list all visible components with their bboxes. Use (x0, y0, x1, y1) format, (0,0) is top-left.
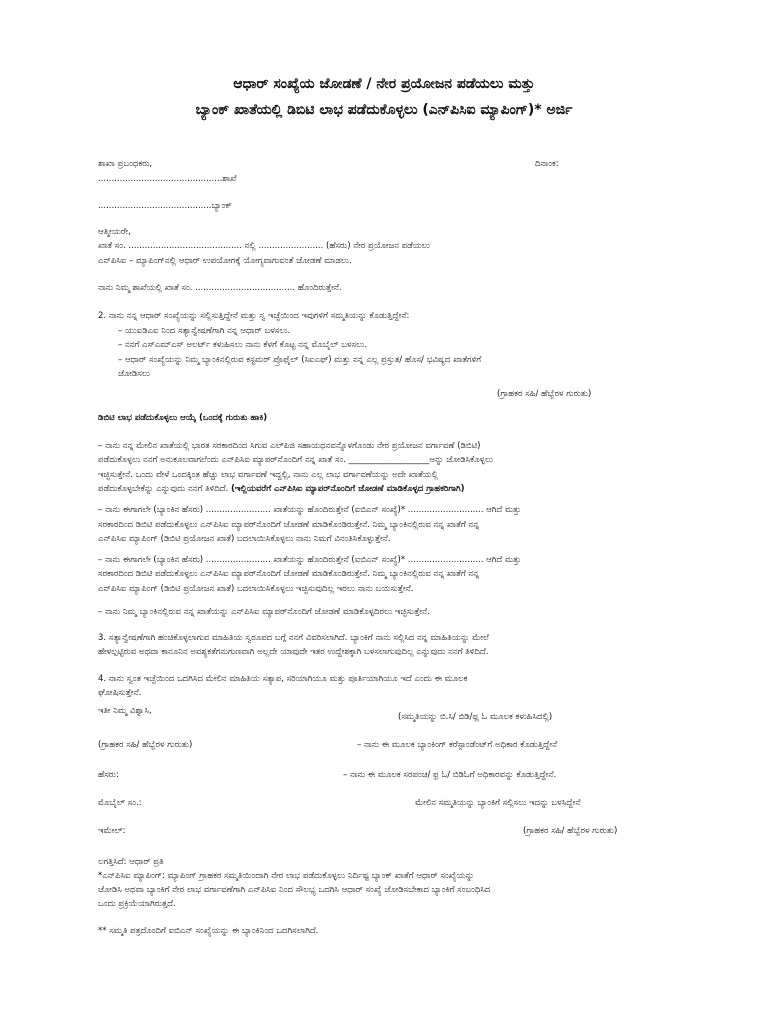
sarpanch-authorization: – ನಾನು ಈ ಮೂಲಕ ಸರಪಂಚ/ ಫ್ರ ಓ/ ಬಿಡಿಓಗೆ ಅಧಿಕಾರವನ್ನು ಕೊಡುತ್ತಿದ್ದೇನೆ. (343, 770, 557, 780)
consent-bullet: – ಯುಐಡಿಎಐ ನಿಂದ ಸತ್ಯಾನ್ವೇಷಣೆಗಾಗಿ ನನ್ನ ಆಧಾರ್ ಬಳಸಲು. (118, 326, 291, 336)
npci-mapping-footnote: ಜೋಡಿಸಿ ಅಥವಾ ಬ್ಯಾಂಕಿಗೆ ನೇರ ಲಾಭ ವರ್ಗಾವಣೆಗಾಗಿ ಎನ್‌ಪಿಸಿಐ ನಿಂದ ಸೌಲಭ್ಯ ಒದಗಿಸಿ ಆಧಾರ್ ಸಂಖ್ಯೆ ಜೋಡಿಸಬೇಕಾದ ಬ್ಯಾಂಕಿಗೆ ಸಂಬಂಧಿಸಿದ (98, 885, 491, 895)
point-3-text: 3. ಸತ್ಯಾನ್ವೇಷಣೆಗಾಗಿ ಹಂಚಿಕೊಳ್ಳಲಾಗುವ ಮಾಹಿತಿಯ ಸ್ವರೂಪದ ಬಗ್ಗೆ ನನಗೆ ವಿವರಿಸಲಾಗಿದೆ. ಬ್ಯಾಂಕಿಗೆ ನಾನು ಸಲ್ಲಿಸಿದ ನನ್ನ ಮಾಹಿತಿಯನ್ನು ಮೇಲೆ (98, 633, 489, 643)
option-3-text: ಸರಕಾರದಿಂದ ಡಿಬಿಟಿ ಪಡೆದುಕೊಳ್ಳಲು ಎನ್‌ಪಿಸಿಐ ಮ್ಯಾಪರ್‌ನೊಂದಿಗೆ ಜೋಡಣೆ ಮಾಡಿಕೊಂಡಿರುತ್ತೇನೆ. ನಿಮ್ಮ ಬ್ಯಾಂಕಿನಲ್ಲಿರುವ ನನ್ನ ಖಾತೆಗೆ ನನ್ನ (98, 569, 480, 579)
form-title-line-1: ಆಧಾರ್ ಸಂಖ್ಯೆಯ ಜೋಡಣೆ / ನೇರ ಪ್ರಯೋಜನ ಪಡೆಯಲು ಮತ್ತು (233, 76, 535, 92)
option-3-text: – ನಾನು ಈಗಾಗಲೇ (ಬ್ಯಾಂಕಿನ ಹೆಸರು) ........................ ಖಾತೆಯನ್ನು ಹೊಂದಿರುತ್ತೇನೆ (ಐಬಿಎನ್ ಸಂಖ್ಯೆ)* ............................ ಆಗಿದೆ ಮತ್ತು (98, 555, 521, 565)
point-4-text: 4. ನಾನು ಸ್ವಂತ ಇಚ್ಛೆಯಿಂದ ಒದಗಿಸಿದ ಮೇಲಿನ ಮಾಹಿತಿಯ ಸತ್ಯಾಪ, ಸರಿಯಾಗಿಯೂ ಮತ್ತು ಪೂರ್ತಿಯಾಗಿಯೂ ಇದೆ ಎಂದು ಈ ಮೂಲಕ (98, 674, 468, 684)
point-4-text: ಘೋಷಿಸುತ್ತೇನೆ. (98, 688, 142, 698)
forward-consent-note: ಮೇಲಿನ ಸಮ್ಮತಿಯನ್ನು ಬ್ಯಾಂಕಿಗೆ ಸಲ್ಲಿಸಲು ಇದನ್ನು ಬಳಸಿದ್ದೇನೆ (415, 798, 581, 808)
account-line: ಖಾತೆ ಸಂ. .......................................... ನಲ್ಲಿ ........................ (ಹೆಸರು) ನೇರ ಪ್ರಯೋಜನ ಪಡೆಯಲು (98, 241, 430, 251)
npci-mapping-footnote: *ಎನ್‌ಪಿಸಿಐ ಮ್ಯಾಪಿಂಗ್: ಮ್ಯಾಪಿಂಗ್ ಗ್ರಾಹಕರ ಸಮ್ಮತಿಯಿಂದಾಗಿ ನೇರ ಲಾಭ ಪಡೆದುಕೊಳ್ಳಲು ನಿರ್ದಿಷ್ಟ ಬ್ಯಾಂಕ್ ಖಾತೆಗೆ ಆಧಾರ್ ಸಂಖ್ಯೆಯನ್ನು (98, 871, 475, 881)
consent-bullet: ಜೋಡಿಸಲು (118, 369, 151, 379)
option-2-text: ಸರಕಾರದಿಂದ ಡಿಬಿಟಿ ಪಡೆದುಕೊಳ್ಳಲು ಎನ್‌ಪಿಸಿಐ ಮ್ಯಾಪರ್‌ನೊಂದಿಗೆ ಜೋಡಣೆ ಮಾಡಿಕೊಂಡಿರುತ್ತೇನೆ. ನಿಮ್ಮ ಬ್ಯಾಂಕಿನಲ್ಲಿರುವ ನನ್ನ ಖಾತೆಗೆ ನನ್ನ (98, 520, 480, 530)
yours-faithfully: ಇತೀ ನಿಮ್ಮ ವಿಶ್ವಾಸಿ, (98, 706, 152, 716)
option-1-text: – ನಾನು ನನ್ನ ಮೇಲಿನ ಖಾತೆಯಲ್ಲಿ ಭಾರತ ಸರಕಾರದಿಂದ ಸಿಗುವ ಎಲ್‌ಪಿಜಿ ಸಹಾಯಧನವನ್ನೊಳಗೊಂಡು ನೇರ ಪ್ರಯೋಜನ ವರ್ಗಾವಣೆ (ಡಿಬಿಟಿ) (98, 441, 481, 451)
customer-signature-left: (ಗ್ರಾಹಕರ ಸಹಿ/ ಹೆಬ್ಬೆರಳ ಗುರುತು) (98, 740, 193, 750)
form-title-line-2: ಬ್ಯಾಂಕ್ ಖಾತೆಯಲ್ಲಿ ಡಿಬಿಟಿ ಲಾಭ ಪಡೆದುಕೊಳ್ಳಲು (ಎನ್‌ಪಿಸಿಐ ಮ್ಯಾಪಿಂಗ್)* ಅರ್ಜಿ (195, 102, 573, 118)
mobile-label: ಮೊಬೈಲ್ ಸಂ.: (98, 798, 142, 808)
customer-signature-right: (ಗ್ರಾಹಕರ ಸಹಿ/ ಹೆಬ್ಬೆರಳ ಗುರುತು) (523, 826, 618, 836)
consent-bullet: – ನನಗೆ ಎಸ್‌ಎಮ್‌ಎಸ್ ಅಲರ್ಟ್ ಕಳುಹಿಸಲು ನಾನು ಕೆಳಗೆ ಕೊಟ್ಟ ನನ್ನ ಮೊಬೈಲ್ ಬಳಸಲು. (118, 340, 368, 350)
option-3-text: ಎನ್‌ಪಿಸಿಐ ಮ್ಯಾಪಿಂಗ್ (ಡಿಬಿಟಿ ಪ್ರಯೋಜನ ಖಾತೆ) ಬದಲಾಯಿಸಿಕೊಳ್ಳಲು ಇಚ್ಛಿಸುವುದಿಲ್ಲ ಇರಲು ನಾನು ಬಯಸುತ್ತೇನೆ. (98, 584, 414, 594)
salutation: ಆತ್ಮೀಯರೇ, (98, 227, 131, 237)
npci-mapping-footnote: ಒಂದು ಪ್ರಕ್ರಿಯೆಯಾಗಿರುತ್ತದೆ. (98, 899, 176, 909)
dbt-option-heading: ಡಿಬಿಟಿ ಲಾಭ ಪಡೆದುಕೊಳ್ಳಲು ಆಯ್ಕೆ (ಒಂದಕ್ಕೆ ಗುರುತು ಹಾಕಿ) (98, 413, 268, 423)
consent-intro: 2. ನಾನು ನನ್ನ ಆಧಾರ್ ಸಂಖ್ಯೆಯನ್ನು ಸಲ್ಲಿಸುತ್ತಿದ್ದೇನೆ ಮತ್ತು ಸ್ವ ಇಚ್ಛೆಯಿಂದ ಇವುಗಳಿಗೆ ಸಮ್ಮತಿಯನ್ನು ಕೊಡುತ್ತಿದ್ದೇನೆ: (98, 311, 410, 321)
option-1-tail: ಪಡೆದುಕೊಳ್ಳಬೇಕೆನ್ನು ಎನ್ನುವುದು ನನಗೆ ತಿಳಿದಿದೆ. (98, 484, 229, 494)
option-1-bold-note: (ಇಲ್ಲಿಯವರೆಗೆ ಎನ್‌ಪಿಸಿಐ ಮ್ಯಾಪರ್‌ನೊಂದಿಗೆ ಜೋಡಣೆ ಮಾಡಿಕೊಳ್ಳದ ಗ್ರಾಹಕರಿಗಾಗಿ) (231, 484, 465, 494)
bc-authorization: – ನಾನು ಈ ಮೂಲಕ ಬ್ಯಾಂಕಿಂಗ್ ಕರೆಸ್ಪಾಂಡೆಂಟ್‌ಗೆ ಅಧಿಕಾರ ಕೊಡುತ್ತಿದ್ದೇನೆ (357, 740, 558, 750)
account-holding-line: ನಾನು ನಿಮ್ಮ ಶಾಖೆಯಲ್ಲಿ ಖಾತೆ ಸಂ. ..................................... ಹೊಂದಿರುತ್ತೇನೆ. (98, 283, 342, 293)
option-4-text: – ನಾನು ನಿಮ್ಮ ಬ್ಯಾಂಕಿನಲ್ಲಿರುವ ನನ್ನ ಖಾತೆಯನ್ನು ಎನ್‌ಪಿಸಿಐ ಮ್ಯಾಪರ್‌ನೊಂದಿಗೆ ಜೋಡಣೆ ಮಾಡಿಕೊಳ್ಳದಿರಲು ಇಚ್ಛಿಸುತ್ತೇನೆ. (98, 607, 430, 617)
ibn-footnote: ** ಸಮ್ಮತಿ ಪತ್ರದೊಂದಿಗೆ ಐಬಿಎನ್ ಸಂಖ್ಯೆಯನ್ನು ಈ ಬ್ಯಾಂಕಿನಿಂದ ಒದಗಿಸಲಾಗಿದೆ. (98, 926, 319, 936)
customer-signature-label: (ಗ್ರಾಹಕರ ಸಹಿ/ ಹೆಬ್ಬೆರಳ ಗುರುತು) (497, 389, 592, 399)
name-label: ಹೆಸರು: (98, 770, 119, 780)
email-label: ಇಮೇಲ್: (98, 826, 126, 836)
option-1-text (98, 483, 465, 495)
addressee-manager: ಶಾಖಾ ಪ್ರಬಂಧಕರು, (98, 159, 153, 169)
branch-blank: ..............................................ಶಾಖೆ (98, 174, 237, 184)
date-label: ದಿನಾಂಕ: (535, 159, 559, 169)
option-2-text: ಎನ್‌ಪಿಸಿಐ ಮ್ಯಾಪಿಂಗ್ (ಡಿಬಿಟಿ ಪ್ರಯೋಜನ ಖಾತೆ) ಬದಲಾಯಿಸಿಕೊಳ್ಳಲು ನಾನು ನಿಮಗೆ ವಿನಂತಿಸಿಕೊಳ್ಳುತ್ತೇನೆ. (98, 534, 391, 544)
consent-mode-note: (ಸಮ್ಮತಿಯನ್ನು ಬಿ.ಸಿ/ ಬಿಡಿ/ಫ್ಲ ಓ ಮೂಲಕ ಕಳುಹಿಸಿದಲ್ಲಿ) (398, 712, 553, 722)
enclosure-note: ಲಗತ್ತಿಸಿದೆ: ಆಧಾರ್ ಪ್ರತಿ (98, 857, 164, 867)
consent-bullet: – ಆಧಾರ್ ಸಂಖ್ಯೆಯನ್ನು ನಿಮ್ಮ ಬ್ಯಾಂಕಿನಲ್ಲಿರುವ ಕಸ್ಟಮರ್ ಪ್ರೊಫೈಲ್ (ಸಿಐಎಫ್) ಮತ್ತು ನನ್ನ ಎಲ್ಲ ಪ್ರಸ್ತುತ/ ಹೊಸ/ ಭವಿಷ್ಯದ ಖಾತೆಗಳಿಗೆ (118, 355, 482, 365)
option-1-text: ಪಡೆದುಕೊಳ್ಳಲು ನನಗೆ ಅನುಕೂಲವಾಗಲೆಂದು ಎನ್‌ಪಿಸಿಐ ಮ್ಯಾಪರ್‌ನೊಂದಿಗೆ ನನ್ನ ಖಾತೆ ಸಂ. ___________________ಅನ್ನು ಜೋಡಿಸಿಕೊಳ್ಳಲು (98, 455, 494, 465)
bank-blank: ..........................................ಬ್ಯಾಂಕ್ (98, 201, 232, 211)
npci-purpose-line: ಎನ್‌ಪಿಸಿಐ – ಮ್ಯಾಪಿಂಗ್‌ನಲ್ಲಿ ಆಧಾರ್ ಉಪಯೋಗಕ್ಕೆ ಯೋಗ್ಯವಾಗುವಂತೆ ಜೋಡಣೆ ಮಾಡಲು. (98, 256, 352, 266)
point-3-text: ಹೇಳಲ್ಪಟ್ಟಿರುವ ಅಥವಾ ಕಾನೂನಿನ ಅವಶ್ಯಕತೆಗನುಗುಣವಾಗಿ ಅಲ್ಲದೇ ಯಾವುದೇ ಇತರ ಉದ್ದೇಶಕ್ಕಾಗಿ ಬಳಸಲಾಗುವುದಿಲ್ಲ ಎನ್ನುವುದು ನನಗೆ ತಿಳಿದಿದೆ. (98, 647, 489, 657)
option-2-text: – ನಾನು ಈಗಾಗಲೇ (ಬ್ಯಾಂಕಿನ ಹೆಸರು) ........................ ಖಾತೆಯನ್ನು ಹೊಂದಿರುತ್ತೇನೆ (ಐಬಿಎನ್ ಸಂಖ್ಯೆ)* ............................ ಆಗಿದೆ ಮತ್ತು (98, 505, 521, 515)
option-1-text: ಇಚ್ಛಿಸುತ್ತೇನೆ. ಒಂದು ವೇಳೆ ಒಂದಕ್ಕಿಂತ ಹೆಚ್ಚು ಲಾಭ ವರ್ಗಾವಣೆ ಇದ್ದಲ್ಲಿ, ನಾನು ಎಲ್ಲ ಲಾಭ ವರ್ಗಾವಣೆಯನ್ನು ಅದೇ ಖಾತೆಯಲ್ಲಿ (98, 470, 438, 480)
